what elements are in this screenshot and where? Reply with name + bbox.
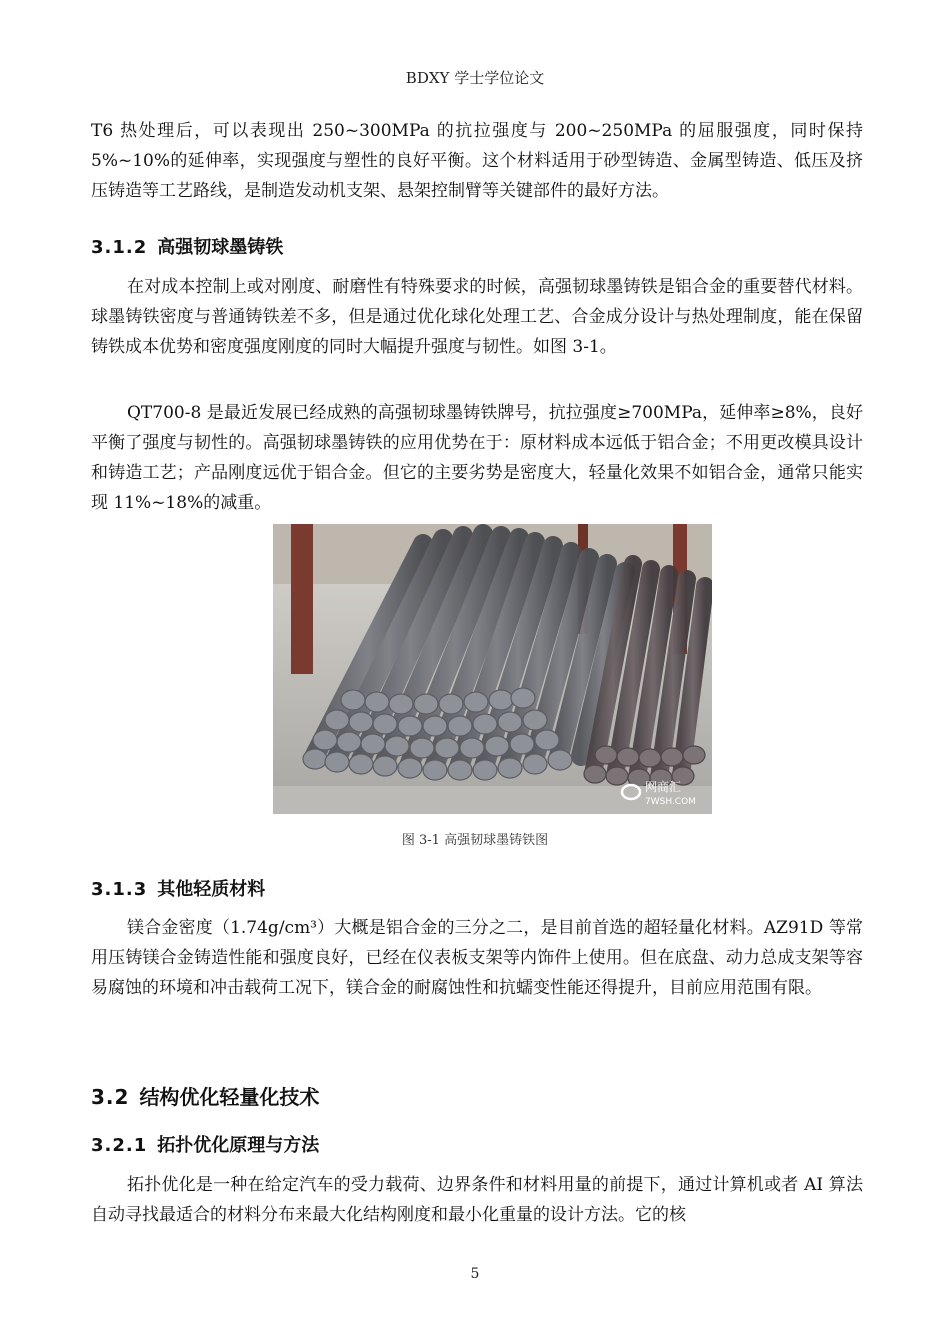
section-heading-3-1-2 xyxy=(91,233,283,259)
paragraph-topology-optimization: 拓扑优化是一种在给定汽车的受力载荷、边界条件和材料用量的前提下，通过计算机或者 AI 算法自动寻找最适合的材料分布来最大化结构刚度和最小化重量的设计方法。它的核 xyxy=(91,1175,863,1225)
section-title: 拓扑优化原理与方法 xyxy=(157,1135,320,1156)
page-number: 5 xyxy=(470,1266,480,1282)
section-number: 3.2 xyxy=(91,1085,130,1109)
section-title: 其他轻质材料 xyxy=(157,879,266,900)
intro-paragraph: T6 热处理后，可以表现出 250~300MPa 的抗拉强度与 200~250MPa 的屈服强度，同时保持 5%~10%的延伸率，实现强度与塑性的良好平衡。这个材料适用于砂型铸造、金属型铸造、低压及挤压铸造等工艺路线，是制造发动机支架、悬架控制臂等关键部件的最好方法。 xyxy=(91,121,863,201)
section-number: 3.1.2 xyxy=(91,237,148,258)
section-heading-3-2 xyxy=(91,1081,319,1110)
paragraph-ductile-iron-intro: 在对成本控制上或对刚度、耐磨性有特殊要求的时候，高强韧球墨铸铁是铝合金的重要替代材料。球墨铸铁密度与普通铸铁差不多，但是通过优化球化处理工艺、合金成分设计与热处理制度，能在保留铸铁成本优势和密度强度刚度的同时大幅提升强度与韧性。如图 3-1。 xyxy=(91,277,863,357)
paragraph-magnesium-alloy: 镁合金密度（1.74g/cm³）大概是铝合金的三分之二，是目前首选的超轻量化材料。AZ91D 等常用压铸镁合金铸造性能和强度良好，已经在仪表板支架等内饰件上使用。但在底盘、动力总成支架等容易腐蚀的环境和冲击载荷工况下，镁合金的耐腐蚀性和抗蠕变性能还得提升，目前应用范围有限。 xyxy=(91,918,863,998)
figure-caption: 图 3-1 高强韧球墨铸铁图 xyxy=(401,833,549,848)
section-heading-3-2-1 xyxy=(91,1131,319,1157)
section-title: 结构优化轻量化技术 xyxy=(139,1085,320,1109)
watermark-name: 网商汇 xyxy=(645,780,682,794)
paragraph-qt700-8: QT700-8 是最近发展已经成熟的高强韧球墨铸铁牌号，抗拉强度≥700MPa，延伸率≥8%，良好平衡了强度与韧性的。高强韧球墨铸铁的应用优势在于：原材料成本远低于铝合金；不用更改模具设计和铸造工艺；产品刚度远优于铝合金。但它的主要劣势是密度大，轻量化效果不如铝合金，通常只能实现 11%~18%的减重。 xyxy=(91,403,863,513)
running-header: BDXY 学士学位论文 xyxy=(405,69,545,87)
figure-ductile-iron-bars xyxy=(273,524,712,814)
section-heading-3-1-3 xyxy=(91,875,265,901)
watermark-url: 7WSH.COM xyxy=(645,797,696,807)
section-number: 3.2.1 xyxy=(91,1135,148,1156)
ductile-iron-bars-photo xyxy=(273,524,712,814)
section-number: 3.1.3 xyxy=(91,879,148,900)
section-title: 高强韧球墨铸铁 xyxy=(157,237,284,258)
